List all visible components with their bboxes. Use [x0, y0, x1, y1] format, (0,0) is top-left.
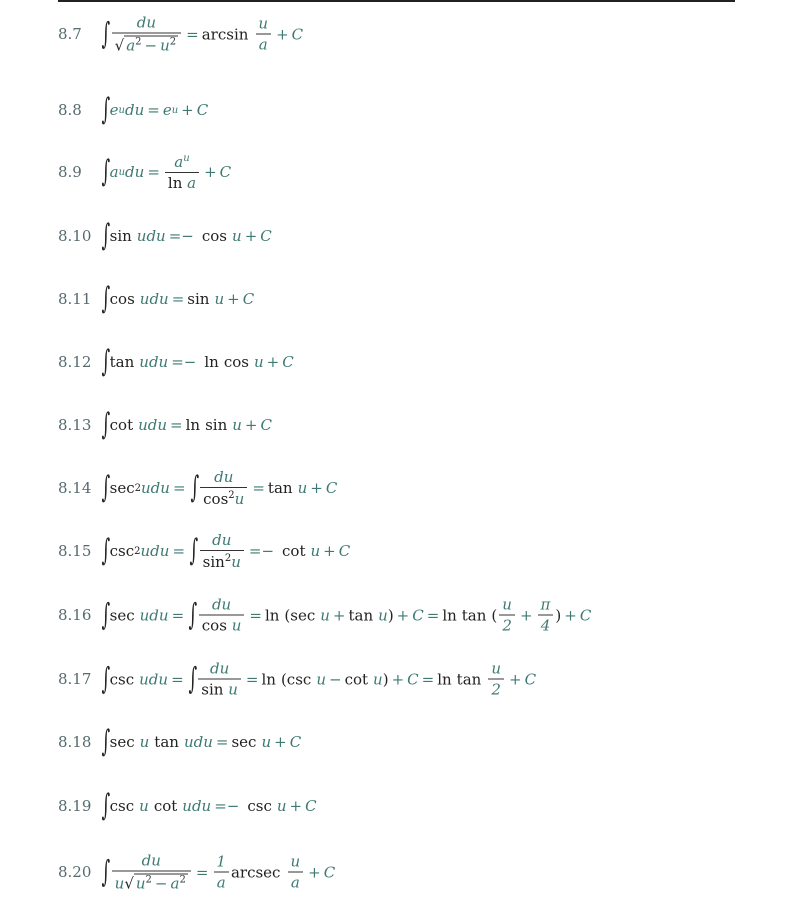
formula-number: 8.9 — [58, 163, 82, 181]
formula-expression: ∫ a u du = $\frac{a^u}{\text{ln a}}$ + C — [101, 153, 232, 192]
formula-row-8-11 — [0, 269, 794, 329]
formula-expression: ∫ cot udu = ln sin u + C — [101, 407, 272, 442]
formula-row-8-19 — [0, 776, 794, 836]
formula-row-8-10 — [0, 206, 794, 266]
integral-sign: ∫ — [101, 788, 111, 823]
formula-row-8-15 — [0, 521, 794, 581]
formula-expression: ∫ tan udu =− ln cos u + C — [101, 344, 294, 379]
top-rule — [58, 0, 735, 2]
integral-sign: ∫ — [101, 533, 111, 568]
integral-sign: ∫ — [101, 724, 111, 759]
integral-sign: ∫ — [101, 597, 111, 632]
formula-expression: ∫ sec udu = ∫ $\frac{du}{\text{cos u}}$ = ln (sec u + tan u ) + C = ln tan ( $\frac{u}{2}$ + $\frac{\pi}{4}$ ) + C — [101, 595, 592, 634]
formula-number: 8.20 — [58, 863, 92, 881]
formula-number: 8.12 — [58, 353, 92, 371]
formula-expression: ∫ du √ $a^2 - u^2$ = arcsin $\frac{u}{a}$ + C — [101, 13, 304, 54]
formula-expression: ∫ sec 2 udu = ∫ $\frac{du}{\cos^2u}$ = tan u + C — [101, 468, 338, 508]
formula-expression: ∫ du u √ $u^2 - a^2$ = $\frac{1}{a}$ arcsec $\frac{u}{a}$ + C — [101, 851, 336, 892]
integral-sign: ∫ — [101, 16, 111, 51]
integral-sign: ∫ — [101, 344, 111, 379]
formula-row-8-13 — [0, 395, 794, 455]
integral-sign: ∫ — [101, 407, 111, 442]
formula-number: 8.10 — [58, 227, 92, 245]
formula-row-8-16 — [0, 585, 794, 645]
integral-sign: ∫ — [188, 661, 197, 696]
integral-sign: ∫ — [101, 92, 111, 127]
formula-row-8-17 — [0, 649, 794, 709]
integral-sign: ∫ — [101, 281, 111, 316]
integral-sign: ∫ — [101, 661, 111, 696]
formula-number: 8.18 — [58, 733, 92, 751]
formula-expression: ∫ e u du = e u + C — [101, 92, 209, 127]
formula-expression: ∫ csc 2 udu = ∫ $\frac{du}{\sin^2u}$ =− cot u + C — [101, 531, 351, 571]
formula-number: 8.14 — [58, 479, 92, 497]
formula-row-8-12 — [0, 332, 794, 392]
formula-expression: ∫ sin udu =− cos u + C — [101, 218, 272, 253]
formula-expression: ∫ cos udu = sin u + C — [101, 281, 255, 316]
formula-row-8-18 — [0, 712, 794, 772]
formula-number: 8.11 — [58, 290, 92, 308]
formula-number: 8.16 — [58, 606, 92, 624]
formula-row-8-8 — [0, 80, 794, 140]
formula-expression: ∫ csc u cot udu =− csc u + C — [101, 788, 317, 823]
integral-sign: ∫ — [101, 218, 111, 253]
integral-sign: ∫ — [190, 470, 199, 505]
fraction: du √ $a^2 - u^2$ — [112, 15, 182, 54]
formula-number: 8.15 — [58, 542, 92, 560]
formula-number: 8.13 — [58, 416, 92, 434]
integral-sign: ∫ — [101, 154, 111, 189]
formula-row-8-7 — [0, 4, 794, 64]
formula-row-8-14 — [0, 458, 794, 518]
formula-row-8-20 — [0, 842, 794, 902]
integral-sign: ∫ — [189, 533, 199, 568]
formula-number: 8.19 — [58, 797, 92, 815]
formula-number: 8.8 — [58, 101, 82, 119]
formula-number: 8.7 — [58, 25, 82, 43]
integral-sign: ∫ — [101, 854, 111, 889]
formula-expression: ∫ sec u tan udu = sec u + C — [101, 724, 302, 759]
integral-sign: ∫ — [188, 597, 198, 632]
formula-expression: ∫ csc udu = ∫ $\frac{du}{\text{sin u}}$ = ln (csc u − cot u ) + C = ln tan $\frac{u}{2}$ + C — [101, 659, 537, 698]
formula-number: 8.17 — [58, 670, 92, 688]
integral-sign: ∫ — [101, 470, 111, 505]
formula-row-8-9 — [0, 142, 794, 202]
